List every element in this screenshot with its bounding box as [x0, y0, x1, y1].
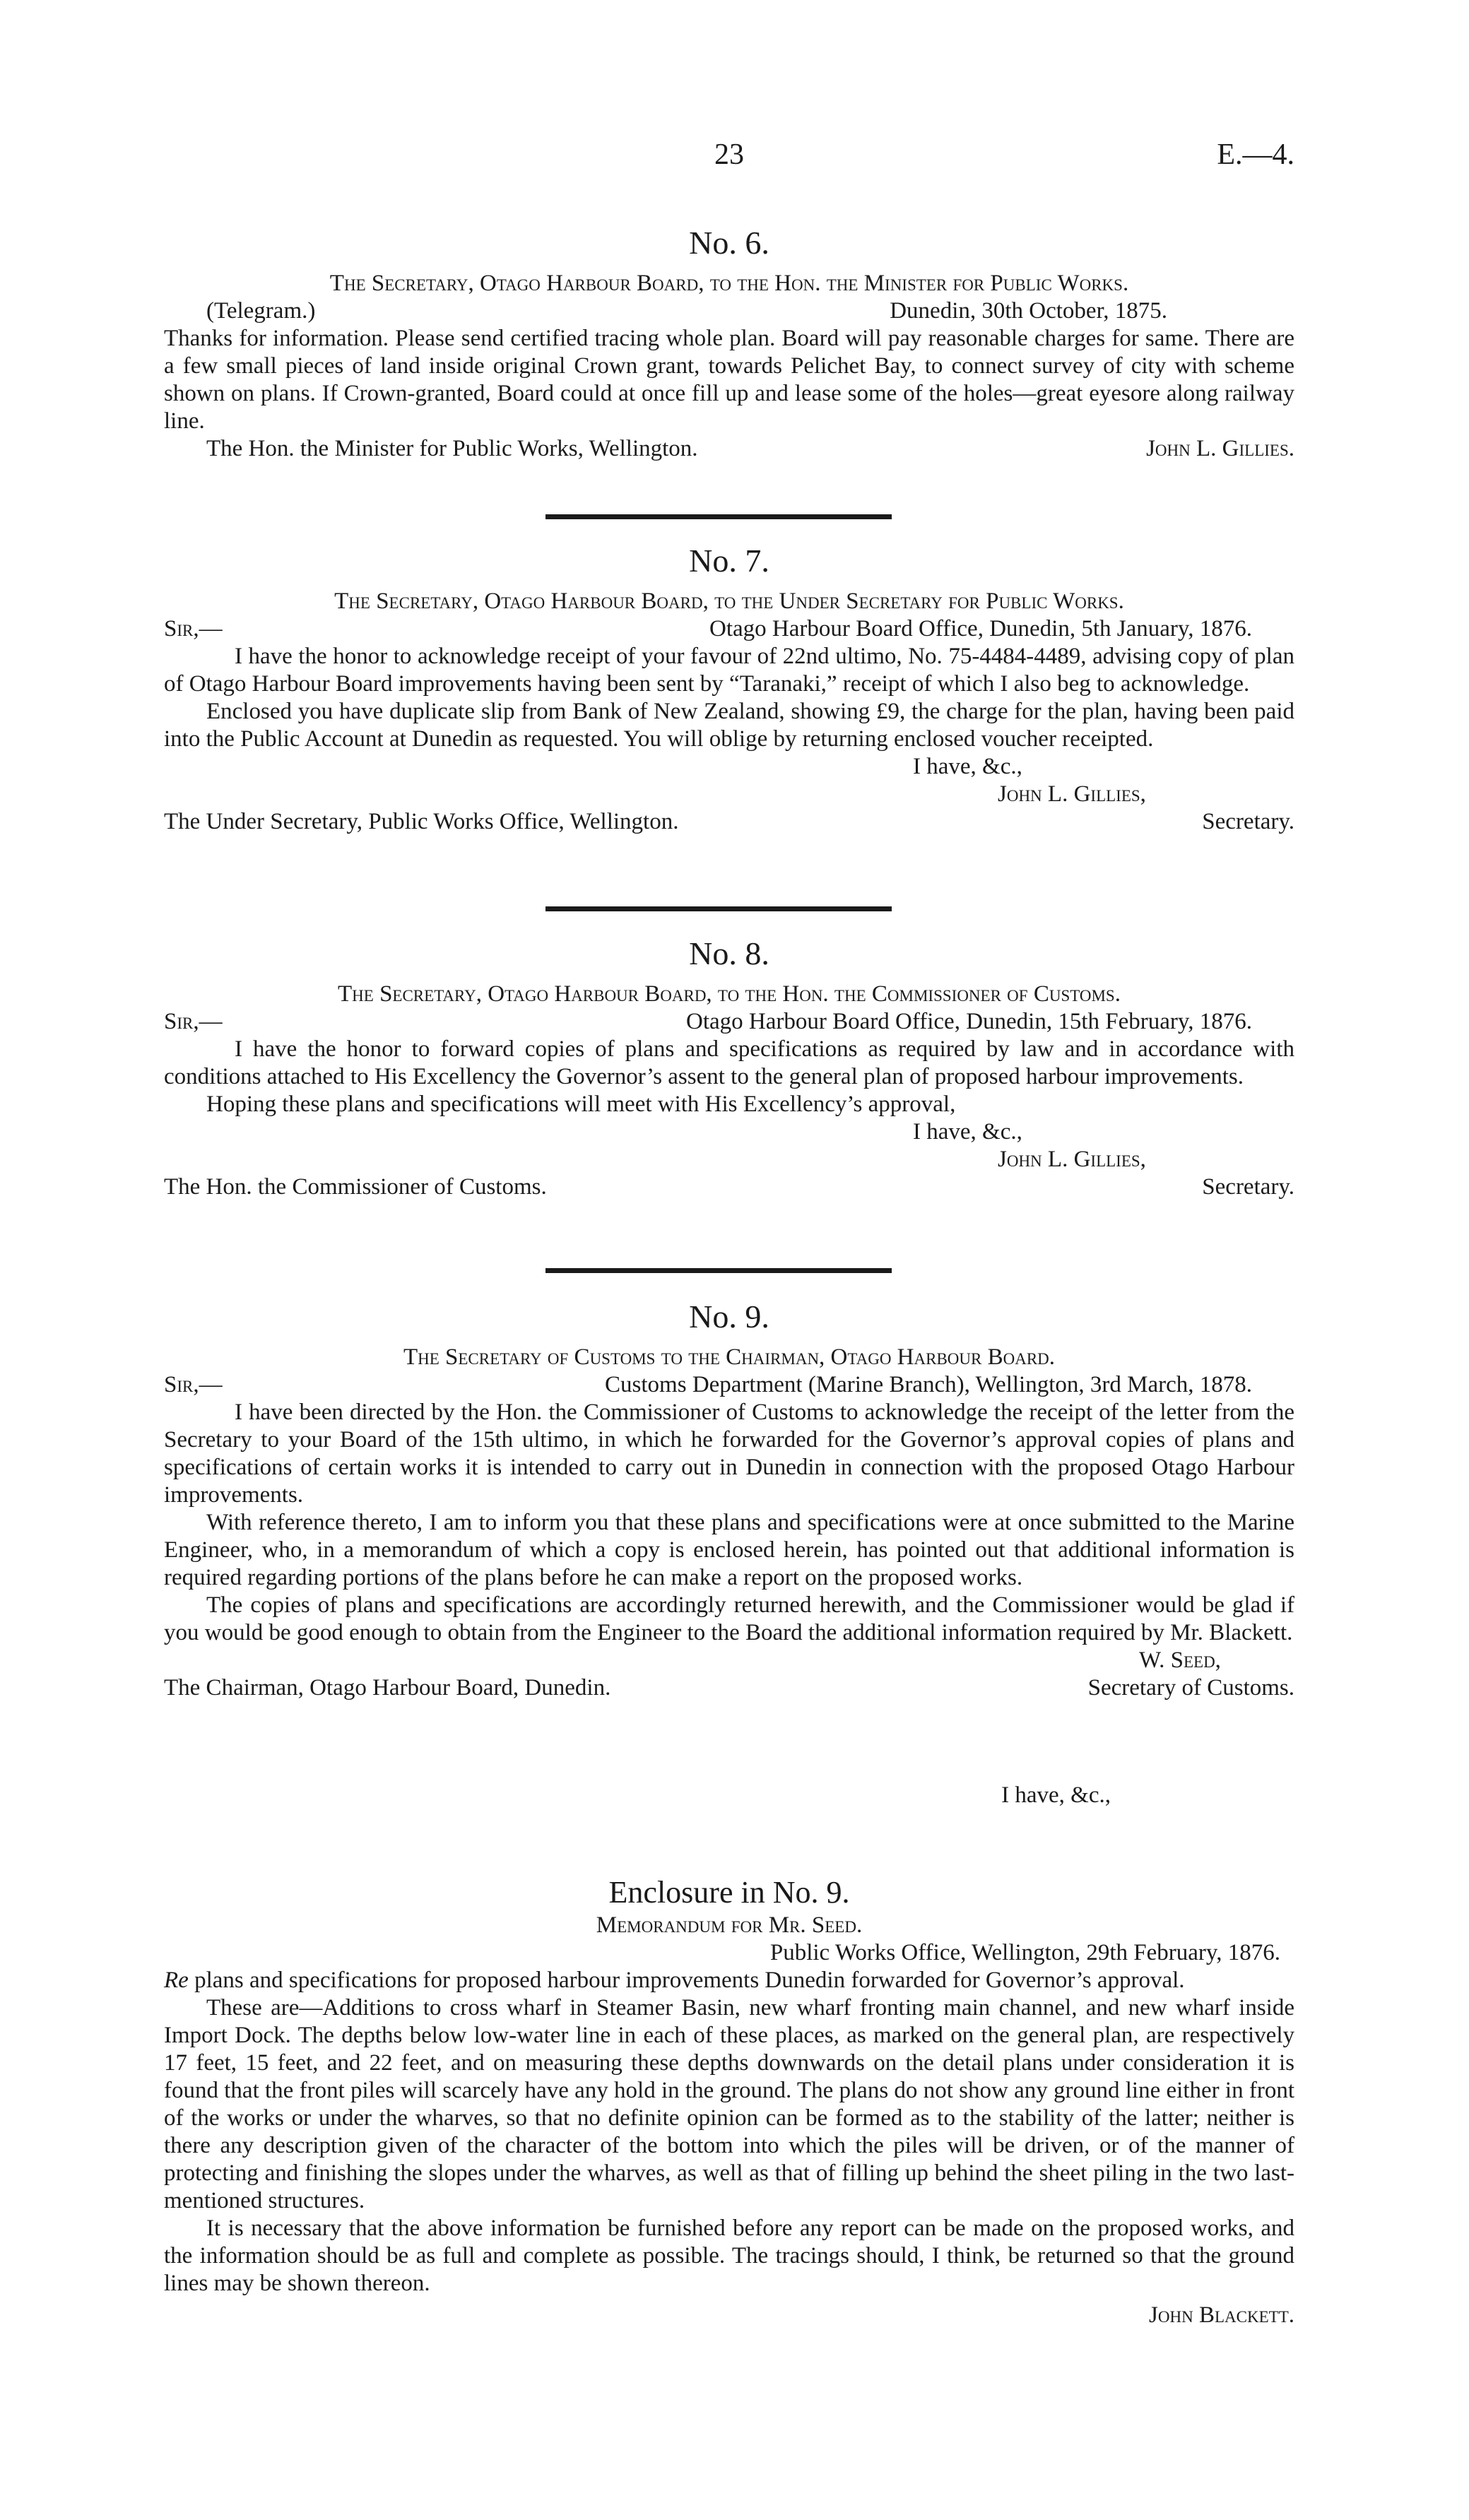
letter-paragraph: Enclosed you have duplicate slip from Bank of New Zealand, showing £9, the charge for the plan, having been paid into the Public Account at Dunedin as requested. You will oblige by returning enclosed voucher receipted. — [164, 699, 1294, 752]
letter-paragraph: Hoping these plans and specifications will meet with His Excellency’s approval, — [206, 1092, 956, 1117]
letter-position: Secretary. — [1202, 809, 1294, 834]
letter-footer — [164, 1674, 1294, 1702]
letter-addressee: The Under Secretary, Public Works Office, Wellington. — [164, 809, 679, 834]
letter-meta — [164, 615, 1294, 643]
letter-signature: W. Seed, — [1139, 1648, 1221, 1673]
enclosure-no9 — [164, 1874, 1294, 2329]
letter-salutation: Sir,— — [164, 1372, 223, 1397]
re-label: Re — [164, 1968, 189, 1993]
letter-body: Thanks for information. Please send certified tracing whole plan. Board will pay reasonable charges for same. There are a few small pieces of land inside original Crown grant, towards Pelichet Bay, to connect survey of city with scheme shown on plans. If Crown-granted, Board could at once fill up and lease some of the holes—great eyesore along railway line. — [164, 326, 1294, 434]
letter-footer — [164, 1173, 1294, 1201]
letter-title: The Secretary of Customs to the Chairman, Otago Harbour Board. — [403, 1344, 1056, 1370]
letter-signature: John L. Gillies, — [998, 1147, 1146, 1172]
letter-place-date: Otago Harbour Board Office, Dunedin, 15th February, 1876. — [686, 1009, 1252, 1034]
letter-addressee: The Hon. the Commissioner of Customs. — [164, 1174, 547, 1200]
enclosure-subheading: Memorandum for Mr. Seed. — [596, 1912, 863, 1938]
page-header — [164, 138, 1294, 184]
enclosure-place-date: Public Works Office, Wellington, 29th February, 1876. — [769, 1940, 1280, 1965]
letter-place-date: Otago Harbour Board Office, Dunedin, 5th January, 1876. — [709, 616, 1252, 641]
letter-paragraph: I have the honor to forward copies of plans and specifications as required by law and in accordance with conditions attached to His Excellency the Governor’s assent to the general plan of proposed harbour improvements. — [164, 1036, 1294, 1089]
section-divider — [545, 514, 892, 519]
letter-no7 — [164, 530, 1294, 836]
letter-title: The Secretary, Otago Harbour Board, to the Hon. the Commissioner of Customs. — [338, 981, 1121, 1007]
letter-meta — [164, 1008, 1294, 1036]
letter-paragraph: I have the honor to acknowledge receipt of your favour of 22nd ultimo, No. 75-4484-4489, advising copy of plan of Otago Harbour Board improvements having been sent by “Taranaki,” receipt of which I also beg to acknowledge. — [164, 644, 1294, 697]
letter-meta — [164, 297, 1294, 325]
letter-title: The Secretary, Otago Harbour Board, to the Hon. the Minister for Public Works. — [329, 271, 1129, 296]
letter-paragraph: The copies of plans and specifications are accordingly returned herewith, and the Commissioner would be glad if you would be good enough to obtain from the Engineer to the Board the additional information required by Mr. Blackett. — [164, 1592, 1294, 1645]
letter-footer — [164, 435, 1294, 463]
letter-no9 — [164, 1286, 1294, 1702]
section-divider — [545, 906, 892, 911]
letter-heading: No. 7. — [689, 543, 769, 579]
letter-type: (Telegram.) — [206, 298, 316, 324]
letter-closing: I have, &c., — [913, 754, 1022, 779]
re-text: plans and specifications for proposed harbour improvements Dunedin forwarded for Governor’s approval. — [194, 1968, 1185, 1993]
enclosure-paragraph: These are—Additions to cross wharf in Steamer Basin, new wharf fronting main channel, and new wharf inside Import Dock. The depths below low-water line in each of these places, as marked on the general plan, are respectively 17 feet, 15 feet, and 22 feet, and on measuring these depths downwards on the detail plans under consideration it is found that the front piles will scarcely have any hold in the ground. The plans do not show any ground line either in front of the works or under the wharves, so that no definite opinion can be formed as to the stability of the latter; neither is there any description given of the character of the bottom into which the piles will be driven, or of the manner of protecting and finishing the slopes under the wharves, as well as that of filling up behind the sheet piling in the two last-mentioned structures. — [164, 1995, 1294, 2213]
letter-heading: No. 8. — [689, 935, 769, 971]
letter-meta — [164, 1371, 1294, 1399]
letter-addressee: The Chairman, Otago Harbour Board, Dunedin. — [164, 1675, 611, 1700]
letter-place-date: Dunedin, 30th October, 1875. — [890, 298, 1167, 324]
letter-heading: No. 6. — [689, 225, 769, 261]
letter-no6 — [164, 212, 1294, 463]
enclosure-heading: Enclosure in No. 9. — [608, 1875, 850, 1910]
section-divider — [545, 1268, 892, 1273]
letter-closing: I have, &c., — [913, 1119, 1022, 1144]
letter-salutation: Sir,— — [164, 1009, 223, 1034]
letter-no8 — [164, 923, 1294, 1201]
letter-position: Secretary. — [1202, 1174, 1294, 1200]
letter-signature: John L. Gillies. — [1146, 436, 1294, 461]
letter-footer — [164, 808, 1294, 836]
document-reference: E.—4. — [1217, 138, 1294, 171]
enclosure-signature: John Blackett. — [1149, 2302, 1294, 2328]
enclosure-re-line — [164, 1967, 1294, 1994]
letter-paragraph: With reference thereto, I am to inform you that these plans and specifications were at once submitted to the Marine Engineer, who, in a memorandum of which a copy is enclosed herein, has pointed out that additional information is required regarding portions of the plans before he can make a report on the proposed works. — [164, 1510, 1294, 1590]
page-number: 23 — [714, 138, 744, 171]
enclosure-paragraph: It is necessary that the above information be furnished before any report can be made on the proposed works, and the information should be as full and complete as possible. The tracings should, I think, be returned so that the ground lines may be shown thereon. — [164, 2216, 1294, 2296]
letter-place-date: Customs Department (Marine Branch), Wellington, 3rd March, 1878. — [605, 1372, 1252, 1397]
letter-signature: John L. Gillies, — [998, 781, 1146, 807]
letter-paragraph: I have been directed by the Hon. the Commissioner of Customs to acknowledge the receipt of the letter from the Secretary to your Board of the 15th ultimo, in which he forwarded for the Governor’s approval copies of plans and specifications of certain works it is intended to carry out in Dunedin in connection with the proposed Otago Harbour improvements. — [164, 1400, 1294, 1508]
letter-addressee: The Hon. the Minister for Public Works, Wellington. — [206, 436, 698, 461]
letter-salutation: Sir,— — [164, 616, 223, 641]
letter-title: The Secretary, Otago Harbour Board, to the Under Secretary for Public Works. — [334, 588, 1124, 614]
letter-position: Secretary of Customs. — [1087, 1675, 1294, 1700]
letter-heading: No. 9. — [689, 1299, 769, 1335]
letter-closing: I have, &c., — [1001, 1782, 1111, 1808]
